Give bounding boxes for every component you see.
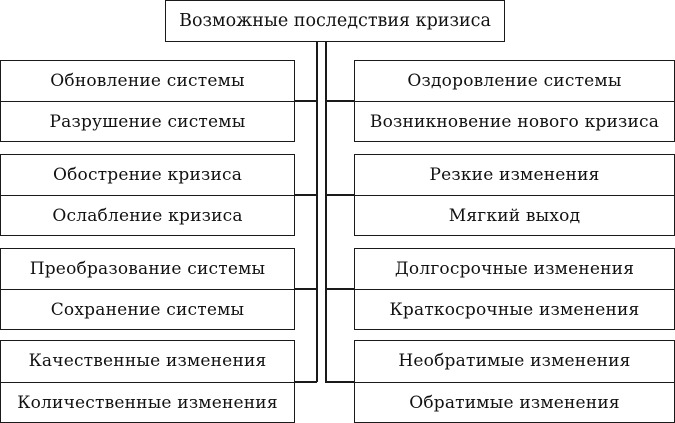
branch-right-4 (325, 381, 355, 383)
left-group-1-bottom: Разрушение системы (1, 101, 294, 142)
left-group-4 (0, 340, 295, 423)
branch-right-2 (325, 194, 355, 196)
right-group-3-top: Долгосрочные изменения (394, 259, 635, 279)
left-group-3 (0, 248, 295, 330)
left-group-2-bottom: Ослабление кризиса (1, 195, 294, 236)
branch-left-1 (294, 100, 317, 102)
branch-right-1 (325, 100, 355, 102)
left-group-1 (0, 60, 295, 142)
right-group-1-bottom: Возникновение нового кризиса (355, 101, 674, 142)
right-group-2-bottom: Мягкий выход (355, 195, 674, 236)
right-group-4-top: Необратимые изменения (398, 351, 631, 372)
right-group-3-bottom: Краткосрочные изменения (355, 289, 674, 330)
branch-left-4 (294, 381, 317, 383)
trunk-line-right (325, 42, 327, 382)
right-group-3 (354, 248, 675, 330)
branch-right-3 (325, 288, 355, 290)
left-group-2 (0, 154, 295, 236)
right-group-1 (354, 60, 675, 142)
diagram-title-box (165, 0, 505, 42)
branch-left-3 (294, 288, 317, 290)
right-group-4-bottom: Обратимые изменения (355, 382, 674, 423)
left-group-4-bottom: Количественные изменения (1, 382, 294, 423)
trunk-line-left (316, 42, 318, 382)
left-group-1-top: Обновление системы (50, 71, 245, 91)
right-group-4 (354, 340, 675, 423)
left-group-3-bottom: Сохранение системы (1, 289, 294, 330)
left-group-4-top: Качественные изменения (28, 351, 267, 372)
left-group-2-top: Обострение кризиса (52, 165, 243, 185)
branch-left-2 (294, 194, 317, 196)
right-group-1-top: Оздоровление системы (407, 71, 622, 91)
left-group-3-top: Преобразование системы (29, 259, 266, 279)
right-group-2-top: Резкие изменения (429, 165, 600, 185)
right-group-2 (354, 154, 675, 236)
diagram-title: Возможные последствия кризиса (179, 11, 491, 31)
